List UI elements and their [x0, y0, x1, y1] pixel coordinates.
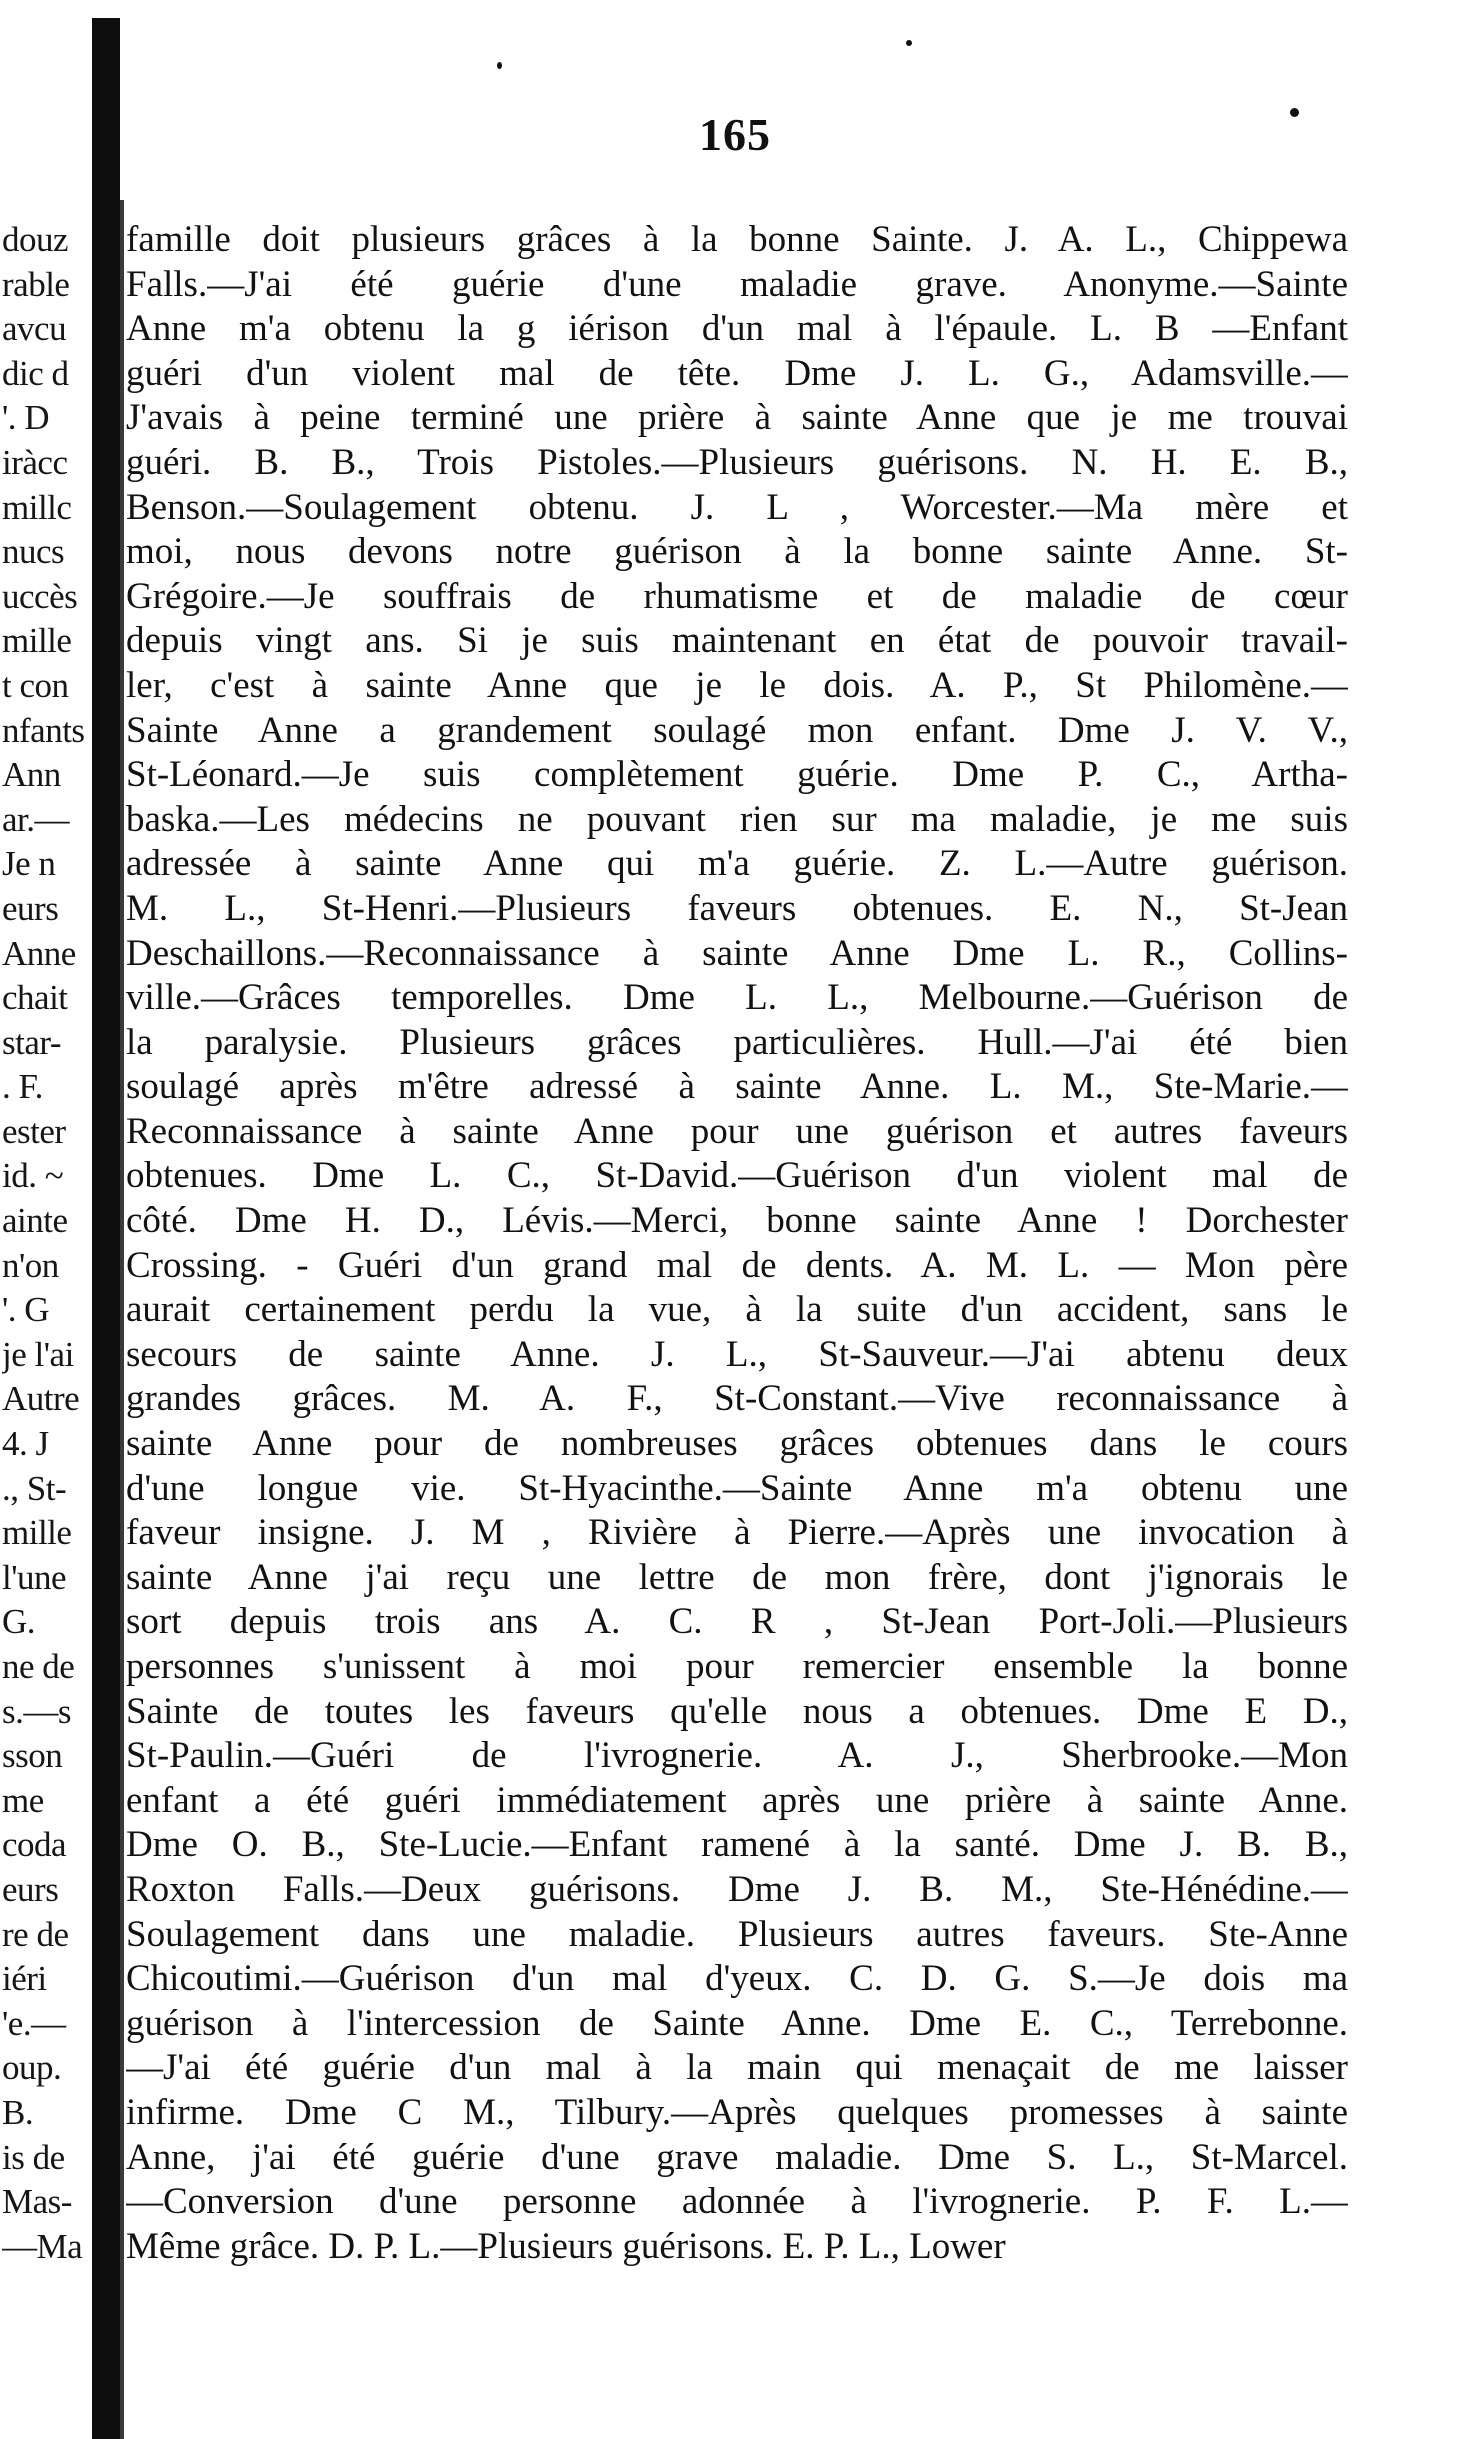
- text-line: guéri. B. B., Trois Pistoles.—Plusieurs guérisons. N. H. E. B.,: [126, 441, 1348, 483]
- text-line: soulagé après m'être adressé à sainte Anne. L. M., Ste-Marie.—: [126, 1066, 1348, 1108]
- ink-speck: [906, 40, 912, 46]
- ink-speck: [497, 62, 502, 69]
- text-line: guérison à l'intercession de Sainte Anne. Dme E. C., Terrebonne.: [126, 2002, 1348, 2044]
- margin-fragment: s.—s: [2, 1691, 71, 1731]
- text-line: guéri d'un violent mal de tête. Dme J. L. G., Adamsville.—: [126, 352, 1348, 394]
- text-line: J'avais à peine terminé une prière à sainte Anne que je me trouvai: [126, 397, 1348, 439]
- margin-fragment: iràcc: [2, 442, 68, 482]
- margin-fragment: G.: [2, 1602, 36, 1642]
- text-line: secours de sainte Anne. J. L., St-Sauveur.—J'ai abtenu deux: [126, 1333, 1348, 1375]
- margin-fragment: eurs: [2, 1869, 59, 1909]
- text-line: Chicoutimi.—Guérison d'un mal d'yeux. C. D. G. S.—Je dois ma: [126, 1958, 1348, 2000]
- text-line: Même grâce. D. P. L.—Plusieurs guérisons. E. P. L., Lower: [126, 2225, 1006, 2267]
- text-line: infirme. Dme C M., Tilbury.—Après quelques promesses à sainte: [126, 2091, 1348, 2133]
- margin-fragment: mille: [2, 1513, 72, 1553]
- margin-fragment: '. G: [2, 1290, 50, 1330]
- text-line: personnes s'unissent à moi pour remercier ensemble la bonne: [126, 1646, 1348, 1687]
- margin-fragment: re de: [2, 1914, 69, 1954]
- text-line: sainte Anne pour de nombreuses grâces obtenues dans le cours: [126, 1423, 1348, 1465]
- text-line: Anne m'a obtenu la g iérison d'un mal à l'épaule. L. B —Enfant: [126, 308, 1348, 350]
- margin-fragment: nucs: [2, 532, 65, 572]
- text-line: Dme O. B., Ste-Lucie.—Enfant ramené à la santé. Dme J. B. B.,: [126, 1824, 1348, 1866]
- text-line: Soulagement dans une maladie. Plusieurs autres faveurs. Ste-Anne: [126, 1913, 1348, 1955]
- margin-fragment: iéri: [2, 1959, 47, 1999]
- margin-fragment: . F.: [2, 1067, 43, 1107]
- text-line: enfant a été guéri immédiatement après une prière à sainte Anne.: [126, 1779, 1348, 1821]
- margin-fragment: nfants: [2, 710, 85, 750]
- text-line: ler, c'est à sainte Anne que je le dois. A. P., St Philomène.—: [126, 664, 1348, 706]
- margin-fragment: sson: [2, 1736, 63, 1776]
- margin-fragment: t con: [2, 665, 69, 705]
- text-line: Sainte Anne a grandement soulagé mon enfant. Dme J. V. V.,: [126, 709, 1348, 751]
- text-line: Crossing. - Guéri d'un grand mal de dents. A. M. L. — Mon père: [126, 1244, 1348, 1286]
- margin-fragment: dic d: [2, 353, 69, 393]
- margin-fragment: Ann: [2, 755, 61, 795]
- text-line: faveur insigne. J. M , Rivière à Pierre.—Après une invocation à: [126, 1512, 1348, 1554]
- margin-fragment: ester: [2, 1111, 66, 1151]
- margin-fragment: uccès: [2, 576, 78, 616]
- margin-fragment: rable: [2, 264, 70, 304]
- text-line: Roxton Falls.—Deux guérisons. Dme J. B. M., Ste-Hénédine.—: [126, 1868, 1348, 1910]
- margin-fragment: Je n: [2, 844, 56, 884]
- margin-fragment: 4. J: [2, 1424, 49, 1464]
- margin-fragment: eurs: [2, 888, 59, 928]
- margin-fragment: n'on: [2, 1245, 59, 1285]
- margin-fragment: millc: [2, 487, 72, 527]
- gutter-edge: [120, 200, 124, 2439]
- margin-fragment: coda: [2, 1825, 67, 1865]
- page-number: 165: [699, 109, 771, 160]
- text-line: Reconnaissance à sainte Anne pour une guérison et autres faveurs: [126, 1110, 1348, 1152]
- margin-fragment: Mas-: [2, 2182, 72, 2222]
- margin-fragment: 'e.—: [2, 2003, 66, 2043]
- text-line: grandes grâces. M. A. F., St-Constant.—Vive reconnaissance à: [126, 1378, 1348, 1420]
- text-line: sort depuis trois ans A. C. R , St-Jean Port-Joli.—Plusieurs: [126, 1601, 1348, 1643]
- text-line: la paralysie. Plusieurs grâces particulières. Hull.—J'ai été bien: [126, 1021, 1348, 1063]
- text-line: d'une longue vie. St-Hyacinthe.—Sainte Anne m'a obtenu une: [126, 1467, 1348, 1509]
- binding-gutter: [92, 18, 120, 2439]
- text-line: moi, nous devons notre guérison à la bonne sainte Anne. St-: [126, 531, 1348, 573]
- text-line: baska.—Les médecins ne pouvant rien sur ma maladie, je me suis: [126, 798, 1348, 840]
- margin-fragment: Autre: [2, 1379, 80, 1419]
- body-text: [126, 218, 1348, 2269]
- margin-fragment: is de: [2, 2137, 65, 2177]
- text-line: St-Léonard.—Je suis complètement guérie. Dme P. C., Artha-: [126, 754, 1348, 796]
- text-line: obtenues. Dme L. C., St-David.—Guérison d'un violent mal de: [126, 1155, 1348, 1197]
- adjacent-page-margin: [2, 218, 98, 2269]
- margin-fragment: chait: [2, 978, 68, 1018]
- text-line: —Conversion d'une personne adonnée à l'ivrognerie. P. F. L.—: [126, 2181, 1348, 2223]
- text-line: Anne, j'ai été guérie d'une grave maladie. Dme S. L., St-Marcel.: [126, 2136, 1348, 2178]
- margin-fragment: douz: [2, 220, 69, 259]
- text-line: aurait certainement perdu la vue, à la suite d'un accident, sans le: [126, 1289, 1348, 1331]
- text-line: Deschaillons.—Reconnaissance à sainte Anne Dme L. R., Collins-: [126, 932, 1348, 974]
- margin-fragment: ne de: [2, 1647, 75, 1686]
- text-line: côté. Dme H. D., Lévis.—Merci, bonne sainte Anne ! Dorchester: [126, 1200, 1348, 1242]
- margin-fragment: B.: [2, 2092, 34, 2132]
- text-line: —J'ai été guérie d'un mal à la main qui menaçait de me laisser: [126, 2047, 1348, 2089]
- margin-fragment: l'une: [2, 1557, 67, 1597]
- text-line: famille doit plusieurs grâces à la bonne Sainte. J. A. L., Chippewa: [126, 219, 1348, 260]
- text-line: Sainte de toutes les faveurs qu'elle nous a obtenues. Dme E D.,: [126, 1690, 1348, 1732]
- text-line: St-Paulin.—Guéri de l'ivrognerie. A. J., Sherbrooke.—Mon: [126, 1735, 1348, 1777]
- margin-fragment: avcu: [2, 309, 67, 349]
- margin-fragment: ar.—: [2, 799, 70, 839]
- margin-fragment: me: [2, 1780, 44, 1820]
- text-line: M. L., St-Henri.—Plusieurs faveurs obtenues. E. N., St-Jean: [126, 887, 1348, 929]
- text-line: depuis vingt ans. Si je suis maintenant en état de pouvoir travail-: [126, 620, 1348, 662]
- text-line: Falls.—J'ai été guérie d'une maladie grave. Anonyme.—Sainte: [126, 263, 1348, 305]
- text-line: ville.—Grâces temporelles. Dme L. L., Melbourne.—Guérison de: [126, 977, 1348, 1019]
- margin-fragment: star-: [2, 1022, 61, 1062]
- margin-fragment: '. D: [2, 398, 50, 438]
- ink-speck: [1290, 108, 1299, 117]
- text-line: sainte Anne j'ai reçu une lettre de mon frère, dont j'ignorais le: [126, 1556, 1348, 1598]
- margin-fragment: —Ma: [2, 2226, 83, 2266]
- margin-fragment: ., St-: [2, 1468, 67, 1508]
- margin-fragment: Anne: [2, 933, 76, 973]
- margin-fragment: je l'ai: [2, 1334, 74, 1374]
- text-line: Benson.—Soulagement obtenu. J. L , Worcester.—Ma mère et: [126, 486, 1348, 528]
- margin-fragment: ainte: [2, 1201, 68, 1241]
- margin-fragment: oup.: [2, 2048, 62, 2088]
- text-line: Grégoire.—Je souffrais de rhumatisme et de maladie de cœur: [126, 575, 1348, 617]
- margin-fragment: mille: [2, 621, 72, 661]
- margin-fragment: id. ~: [2, 1156, 64, 1196]
- text-line: adressée à sainte Anne qui m'a guérie. Z. L.—Autre guérison.: [126, 843, 1348, 885]
